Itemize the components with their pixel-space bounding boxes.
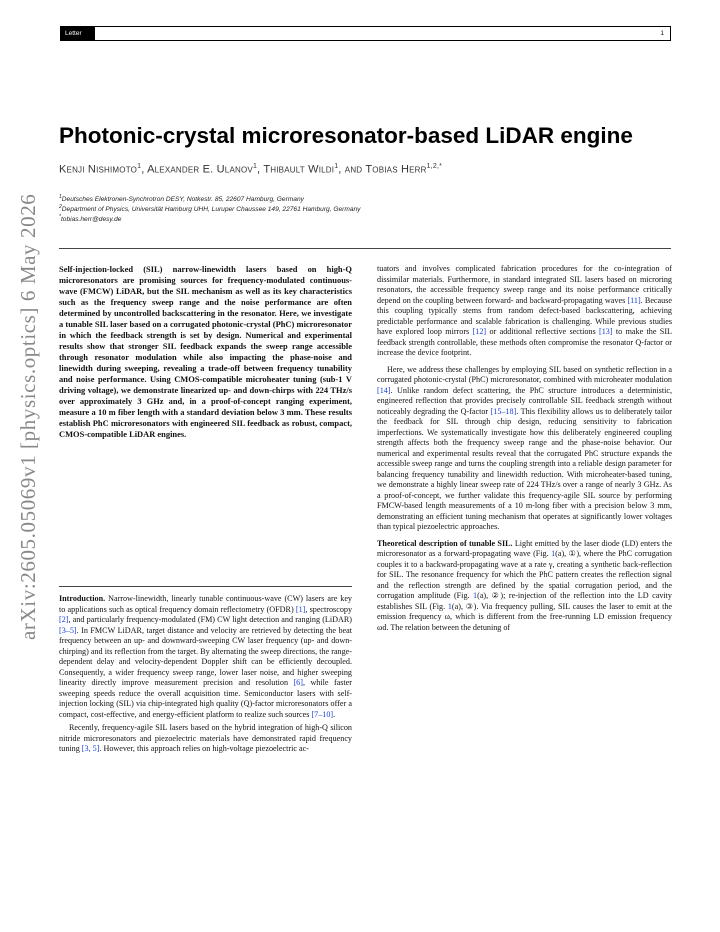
affiliation-mark: *	[59, 214, 61, 220]
email-text: tobias.herr@desy.de	[60, 216, 122, 224]
author-affil-mark: 1	[137, 163, 142, 170]
author-affil-mark: 1	[334, 163, 339, 170]
author-affil-mark: 1,2,*	[426, 163, 443, 170]
citation-link[interactable]: [15–18]	[490, 406, 517, 416]
right-paragraph-3: Theoretical description of tunable SIL. Light emitted by the laser diode (LD) enters the microresonator as a forward-propagating wave (Fig. 1(a), ①), where the PhC corrugation couples it to a backward-propagating wave at a rate γ, creating a synthetic back-reflection for SIL. The resonance frequency for which the PhC pattern creates the reflection signal and the reflection strength are defined by the spatial corrugation period, and the corrugation amplitude (Fig. 1(a), ②); re-injection of the reflection into the LD cavity establishes SIL (Fig. 1(a), ③). Via frequency pulling, SIL causes the laser to emit at the emission frequency ω, which is different from the free-running LD emission frequency ωd. The relation between the detuning of	[377, 538, 672, 632]
intro-paragraph-1: Introduction. Narrow-linewidth, linearly tunable continuous-wave (CW) lasers are key to applications such as optical frequency domain reflectometry (OFDR) [1], spectroscopy [2], and particularly frequency-modulated (FM) CW light detection and ranging (LiDAR) [3–5]. In FMCW LiDAR, target distance and velocity are retrieved by detecting the beat frequency between an up- and downward-sweeping CW laser frequency (up- and down-chirping) and its reflection from the target. By alternating the sweep directions, the range-dependent delay and velocity-dependent Doppler shift can be efficiently decoupled. Consequently, a wider frequency sweep range, lower laser noise, and higher sweeping linearity directly improve measurement precision and resolution [6], while faster sweeping speeds reduce the overall acquisition time. Semiconductor lasers with self-injection locking (SIL) via chip-integrated high quality (Q)-factor microresonators offer a compact, cost-effective, and energy-efficient platform to realize such sources [7–10].	[59, 594, 353, 719]
corresponding-email	[59, 213, 679, 224]
citation-link[interactable]: [11]	[627, 295, 641, 305]
right-paragraph-1: tuators and involves complicated fabrication procedures for the co-integration of dissimilar materials. Furthermore, in standard integrated SIL lasers based on microring resonators, the accessible frequency sweep range and its noise performance critically depend on the coupling between forward- and backward-propagating waves [11]. Because this coupling typically stems from random defect-based backscattering, achieving predictable performance and scalable fabrication is challenging. While previous studies have explored loop mirrors [12] or additional reflective sections [13] to make the SIL feedback strength controllable, these methods often compromise the resonator Q-factor or increase the device footprint.	[377, 264, 672, 357]
right-paragraph-2: Here, we address these challenges by employing SIL based on synthetic reflection in a corrugated photonic-crystal (PhC) microresonator, combined with microheater modulation [14]. Unlike random defect scattering, the PhC structure introduces a deterministic, engineered reflection that provides precisely controllable SIL feedback strength without noticeably degrading the Q-factor [15–18]. This flexibility allows us to deliberately tailor the feedback for SIL through chip design, reducing sensitivity to fabrication imperfections. We systematically investigate how this deliberately engineered coupling strength affects both the frequency sweep range and the phase-noise behavior. Our numerical and experimental results reveal that the corrugated PhC structure expands the accessible sweep range and turns the coupling strength into a reliable design parameter for balancing frequency tunability and linewidth reduction. With microheater-based tuning, we demonstrate a highly linear sweep rate of 224 THz/s over a range of nearly 3 GHz. As a proof-of-concept, we further validate this frequency-agile SIL source by performing FMCW-based length measurements of a 10 m-long fiber with a precision below 3 mm, demonstrating an efficient tuning mechanism that operates at significantly lower voltages than typical piezoelectric approaches.	[377, 364, 672, 531]
author-list: Kenji Nishimoto$^1$, Alexander E. Ulanov$^1$, Thibault Wildi$^1$, and Tobias Herr$^{1,2,*}$	[59, 163, 443, 176]
author-name: Thibault Wildi	[263, 163, 335, 176]
citation-link[interactable]: [7–10]	[311, 709, 334, 719]
citation-link[interactable]: [3, 5]	[81, 744, 100, 753]
running-header	[60, 26, 671, 41]
citation-link[interactable]: [2]	[59, 615, 69, 624]
author-name: Tobias Herr	[365, 163, 427, 176]
header-tab-label: Letter	[60, 26, 95, 41]
title-divider	[59, 248, 671, 249]
abstract-divider	[59, 586, 352, 587]
figure-link[interactable]: 1	[447, 601, 452, 611]
affiliation-text: Deutsches Elektronen-Synchrotron DESY, Notkestr. 85, 22607 Hamburg, Germany	[61, 196, 304, 204]
section-heading-theory: Theoretical description of tunable SIL.	[377, 538, 513, 548]
author-name: Kenji Nishimoto	[59, 163, 138, 176]
introduction-column	[59, 594, 352, 755]
affiliation-mark: 1	[59, 194, 62, 200]
citation-link[interactable]: [14]	[377, 385, 391, 395]
affiliation-text: Department of Physics, Universität Hamburg UHH, Luruper Chaussee 149, 22761 Hamburg, Germany	[61, 206, 361, 214]
arxiv-identifier: arXiv:2605.05069v1 [physics.optics] 6 May 2026	[16, 193, 40, 640]
author-affil-mark: 1	[252, 163, 258, 170]
figure-link[interactable]: 1	[473, 591, 478, 600]
citation-link[interactable]: [1]	[295, 604, 306, 614]
author-name: Alexander E. Ulanov	[147, 163, 253, 176]
figure-link[interactable]: 1	[551, 549, 556, 558]
section-heading-introduction: Introduction.	[59, 594, 106, 603]
page-number: 1	[660, 30, 664, 37]
citation-link[interactable]: [13]	[599, 327, 613, 336]
affiliation-mark: 2	[59, 204, 62, 210]
paper-title: Photonic-crystal microresonator-based LiDAR engine	[59, 123, 633, 148]
right-column	[377, 264, 672, 633]
citation-link[interactable]: [3–5]	[59, 625, 77, 635]
citation-link[interactable]: [6]	[293, 678, 303, 687]
abstract-text: Self-injection-locked (SIL) narrow-linewidth lasers based on high-Q microresonators are promising sources for frequency-modulated continuous-wave (FMCW) LiDAR, but the SIL mechanism as well as its key characteristics such as the frequency sweep range and the noise performance are often determined by uncontrolled backscattering in the resonator. Here, we investigate a tunable SIL laser based on a corrugated photonic-crystal (PhC) microresonator in which the feedback strength is set by design. Numerical and experimental results show that stronger SIL feedback expands the sweep range accessible through resonator modulation while also impacting the phase-noise and linewidth during sweeping, revealing a trade-off between frequency tunability and noise performance. Using CMOS-compatible microheater tuning (sub-1 V driving voltage), we demonstrate linearized up- and down-chirps with 224 THz/s over approximately 3 GHz and, in a proof-of-concept ranging experiment, measure a 10 m fiber length with a standard deviation below 3 mm. These results establish PhC microresonators with engineered SIL feedback as robust, compact, CMOS-compatible LiDAR engines.	[59, 264, 352, 439]
author-conjunction: and	[344, 163, 363, 176]
citation-link[interactable]: [12]	[472, 327, 487, 336]
intro-paragraph-2: Recently, frequency-agile SIL lasers based on the hybrid integration of high-Q silicon nitride microresonators and piezoelectric materials have demonstrated rapid frequency tuning [3, 5]. However, this approach relies on high-voltage piezoelectric ac-	[59, 723, 352, 753]
abstract	[59, 264, 352, 440]
